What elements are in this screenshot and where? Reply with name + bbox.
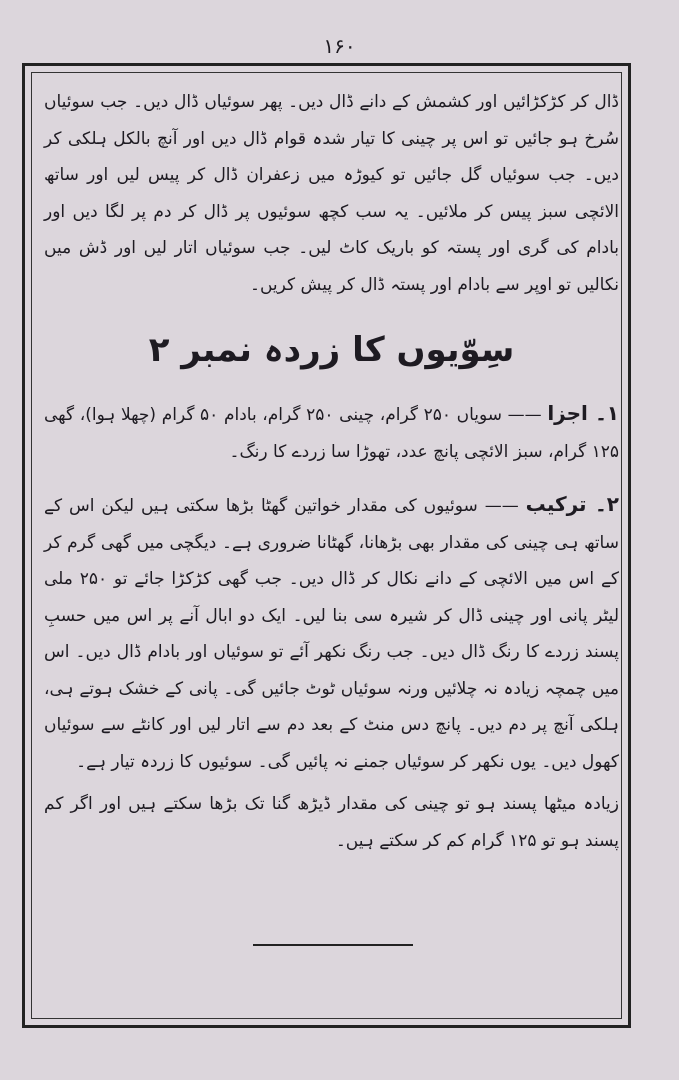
method-paragraph [44, 486, 619, 780]
method-label: ۲۔ ترکیب [525, 492, 619, 516]
intro-paragraph: ڈال کر کڑکڑائیں اور کشمش کے دانے ڈال دیں۔ پھر سوئیاں ڈال دیں۔ جب سوئیاں سُرخ ہو جائیں تو اس پر چینی کا تیار شدہ قوام ڈال دیں اور آنچ بالکل ہلکی کر دیں۔ جب سوئیاں گل جائیں تو کیوڑہ میں زعفران ڈال کر پیس لیں اور ساتھ الائچی سبز پیس کر ملائیں۔ یہ سب کچھ سوئیوں پر ڈال کر دم پر لگا دیں اور بادام کی گری اور پستہ کو باریک کاٹ لیں۔ جب سوئیاں اتار لیں اور ڈش میں نکالیں تو اوپر سے بادام اور پستہ ڈال کر پیش کریں۔ [44, 92, 619, 295]
recipe-heading: سِوّیوں کا زردہ نمبر ۲ [148, 330, 515, 370]
ingredients-label: ۱۔ اجزا [547, 401, 620, 425]
ingredients-text: —— سویاں ۲۵۰ گرام، چینی ۲۵۰ گرام، بادام ۵۰ گرام (چھلا ہوا)، گھی ۱۲۵ گرام، سبز الائچی پانچ عدد، تھوڑا سا زردے کا رنگ۔ [44, 405, 619, 462]
end-rule [253, 944, 413, 946]
page-number: ۱۶۰ [323, 34, 356, 58]
note-paragraph: زیادہ میٹھا پسند ہو تو چینی کی مقدار ڈیڑھ گنا تک بڑھا سکتے ہیں اور اگر کم پسند ہو تو ۱۲۵ گرام کم کر سکتے ہیں۔ [44, 794, 619, 851]
ingredients-paragraph [44, 395, 619, 470]
page-body [44, 84, 619, 859]
method-text: —— سوئیوں کی مقدار خواتین گھٹا بڑھا سکتی ہیں لیکن اس کے ساتھ ہی چینی کی مقدار بھی بڑھانا، گھٹانا ضروری ہے۔ دیگچی میں گھی گرم کر کے اس میں الائچی کے دانے نکال کر ڈال دیں۔ جب گھی کڑکڑا جائے تو ۲۵۰ ملی لیٹر پانی اور چینی ڈال کر شیرہ سی بنا لیں۔ ایک دو ابال آنے پر اس میں حسبِ پسند زردے کا رنگ ڈال دیں۔ جب رنگ نکھر آئے تو سوئیاں اور بادام ڈال دیں۔ اس میں چمچہ زیادہ نہ چلائیں ورنہ سوئیاں ٹوٹ جائیں گی۔ پانی کے خشک ہوتے ہی، ہلکی آنچ پر دم دیں۔ پانچ دس منٹ کے بعد دم سے اتار لیں اور کانٹے سے سوئیاں کھول دیں۔ یوں نکھر کر سوئیاں جمنے نہ پائیں گی۔ سوئیوں کا زردہ تیار ہے۔ [44, 496, 620, 772]
